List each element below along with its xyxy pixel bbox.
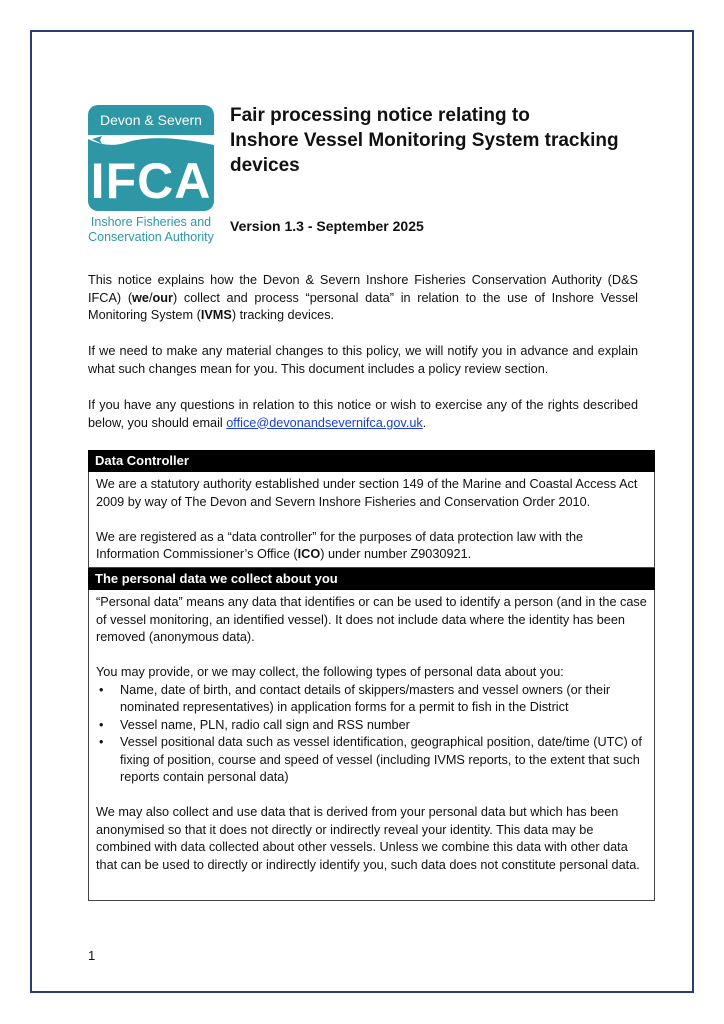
data-controller-ico: ICO (297, 547, 321, 561)
email-link[interactable]: office@devonandsevernifca.gov.uk (226, 415, 423, 430)
list-item: • Vessel positional data such as vessel identification, geographical position, date/time (UTC) of fixing of position, course and speed of vessel (including IVMS reports, to the extent that such reports contain personal data) (96, 734, 647, 787)
personal-data-heading: The personal data we collect about you (88, 568, 655, 590)
personal-data-p1: “Personal data” means any data that identifies or can be used to identify a person (and in the case of vessel monitoring, an identified vessel). It does not include data where the identity has been removed (anonymous data). (96, 595, 647, 644)
data-controller-p2 (96, 529, 647, 564)
logo-subtitle (84, 215, 218, 245)
logo-subtitle-line2: Conservation Authority (88, 230, 214, 244)
logo-top-text: Devon & Severn (88, 105, 214, 135)
data-controller-p2-text-b: ) under number Z9030921. (320, 547, 472, 561)
data-controller-p1: We are a statutory authority established under section 149 of the Marine and Coastal Access Act 2009 by way of The Devon and Severn Inshore Fisheries and Conservation Order 2010. (96, 477, 638, 509)
intro-paragraph-3 (88, 397, 638, 432)
intro-paragraph-2: If we need to make any material changes to this policy, we will notify you in advance and explain what such changes mean for you. This document includes a policy review section. (88, 344, 638, 376)
version-label: Version 1.3 - September 2025 (230, 218, 424, 234)
intro-p3-text-a: If you have any questions in relation to this notice or wish to exercise any of the rights described below, you should email (88, 398, 638, 430)
data-controller-section (88, 472, 655, 568)
data-controller-p2-text-a: We are registered as a “data controller” for the purposes of data protection law with the Information Commissioner’s Office ( (96, 529, 584, 561)
list-item: • Name, date of birth, and contact details of skippers/masters and vessel owners (or their nominated representatives) in application forms for a permit to fish in the District (96, 682, 647, 717)
personal-data-section (88, 590, 655, 901)
ifca-logo (88, 105, 218, 245)
intro-p1-slash: / (148, 290, 153, 305)
intro-p1-our: our (152, 290, 173, 305)
document-title (230, 103, 650, 178)
logo-main-text: IFCA (88, 151, 214, 211)
intro-p1-we: we (132, 290, 149, 305)
intro-p1-text-c: ) tracking devices. (231, 308, 335, 322)
intro-p1-text-a: This notice explains how the Devon & Severn Inshore Fisheries Conservation Authority (D&S IFCA) ( (88, 273, 638, 305)
personal-data-p3: We may also collect and use data that is derived from your personal data but which has been anonymised so that it does not directly or indirectly reveal your identity. This data may be combined with data collected about other vessels. Unless we combine this data with other data that can be used to directly or indirectly identify you, such data does not constitute personal data. (96, 805, 640, 872)
title-line-2: Inshore Vessel Monitoring System tracking (230, 130, 619, 151)
intro-p1-ivms: IVMS (200, 308, 232, 322)
title-line-1: Fair processing notice relating to (230, 105, 530, 126)
fish-wave-icon (88, 135, 214, 151)
personal-data-p2: You may provide, or we may collect, the following types of personal data about you: (96, 665, 564, 679)
logo-subtitle-line1: Inshore Fisheries and (90, 215, 212, 229)
personal-data-list (96, 682, 647, 787)
intro-p1-text-b: ) collect and process “personal data” in relation to the use of Inshore Vessel Monitoring System ( (88, 290, 638, 322)
list-item: • Vessel name, PLN, radio call sign and RSS number (96, 717, 647, 735)
intro-paragraph-1 (88, 272, 638, 325)
data-controller-heading: Data Controller (88, 450, 655, 472)
title-line-3: devices (230, 155, 300, 176)
intro-p3-text-b: . (422, 415, 427, 430)
page-number: 1 (88, 948, 96, 963)
